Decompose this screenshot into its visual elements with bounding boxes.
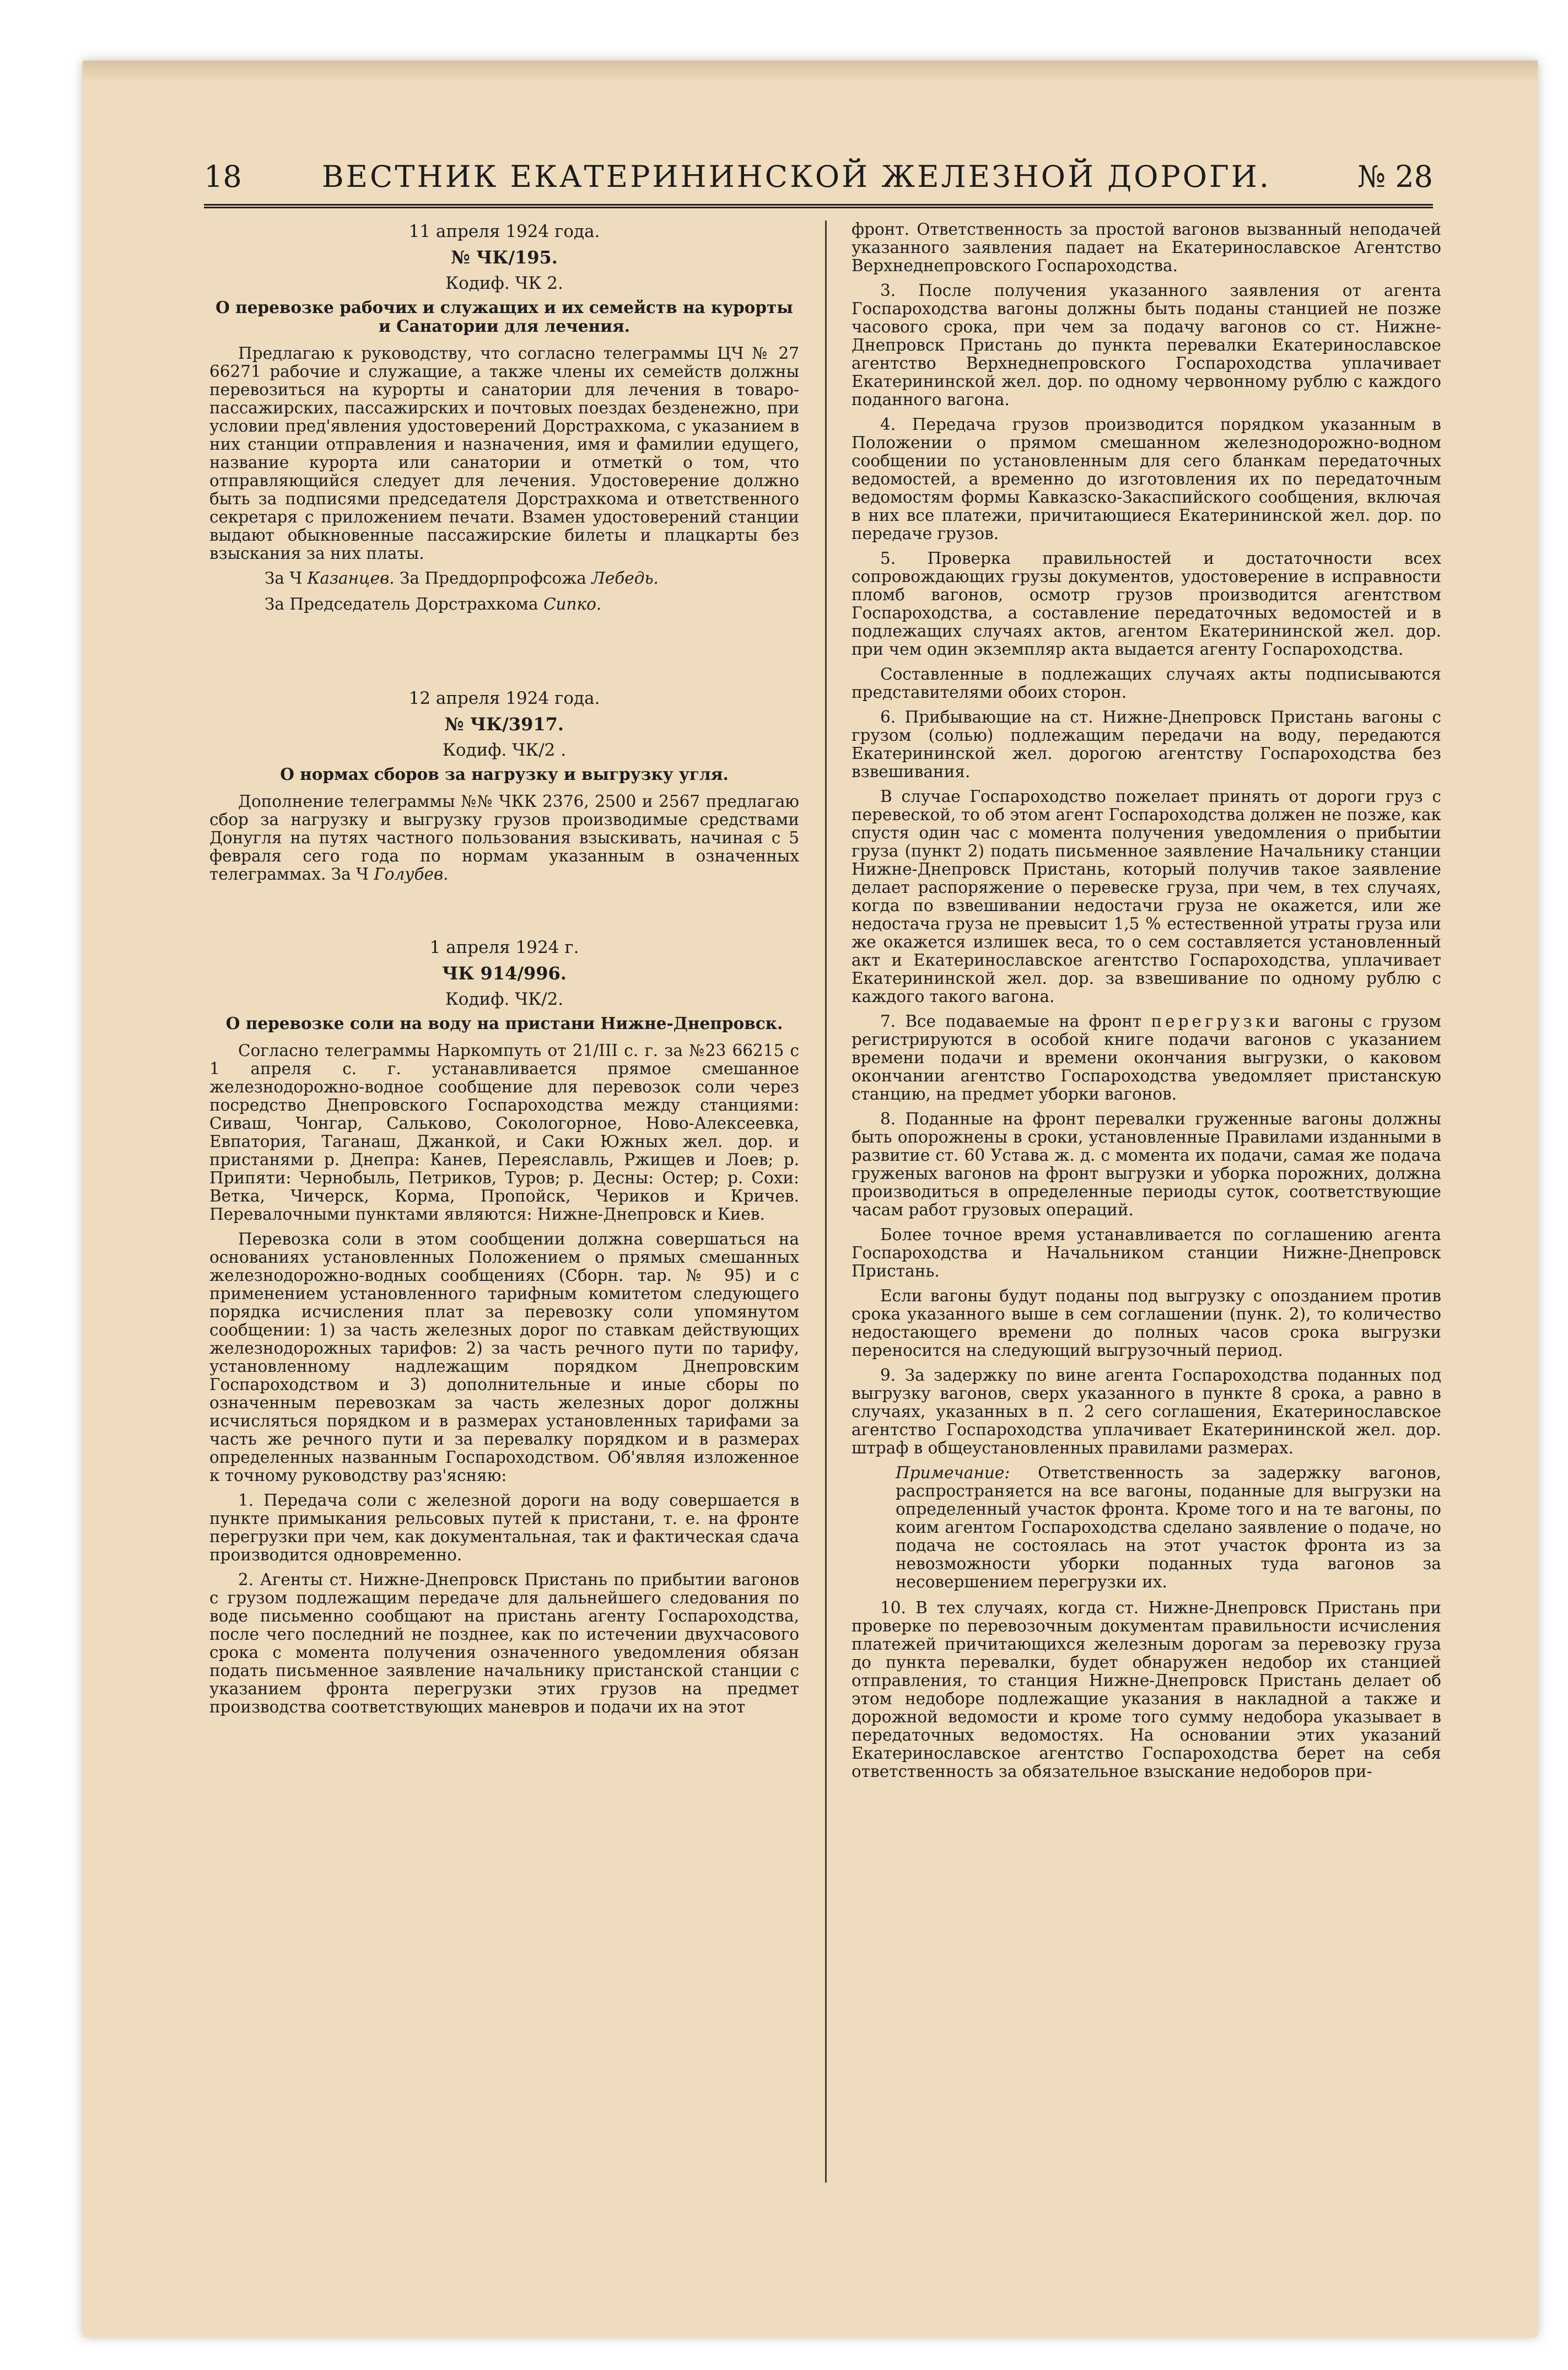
left-column [209,220,799,2227]
order-3-paragraph-4: 2. Агенты ст. Нижне-Днепровск Пристань по прибытии вагонов с грузом подлежащим передаче для дальнейшего следования по воде письменно сообщают на пристань агенту Госпароходства, после чего последний не позднее, как по истечении двухчасового срока с момента получения означенного уведомления обязан подать письменное заявление начальнику пристанской станции с указанием фронта перегрузки этих грузов на предмет производства соответствующих маневров и подачи их на этот [209,1570,799,1716]
order-1-text: Предлагаю к руководству, что согласно телеграммы ЦЧ № 27 66271 рабочие и служащие, а также члены их семейств должны перевозиться на курорты и санатории для лечения в товаро-пассажирских, пассажирских и почтовых поездах безденежно, при условии пред'явления удостоверений Дорстрахкома, с указанием в них станции отправления и назначения, имя и фамилии едущего, название курорта или санатории и отметкй о том, что отправляющийся следует для лечения. Удостоверение должно быть за подписями председателя Дорстрахкома и ответственного секретаря с приложением печати. Взамен удостоверений станции выдают обыкновенные пассажирские билеты и плацкарты без взыскания за них платы. [209,344,799,563]
spacer [209,887,799,936]
paragraph-4: 4. Передача грузов производится порядком указанным в Положении о прямом смешанном железнодорожно-водном сообщении по установленным для сего бланкам передаточных ведомостей, а временно до изготовления их по передаточным ведомостям формы Кавказско-Закаспийского сообщения, включая в них все платежи, причитающиеся Екатерининской жел. дор. по передаче грузов. [852,415,1441,543]
sig-label: За Ч [265,569,308,588]
newspaper-title: ВЕСТНИК ЕКАТЕРИНИНСКОЙ ЖЕЛЕЗНОЙ ДОРОГИ. [321,159,1271,194]
order-1-signature-1 [209,569,799,588]
paragraph-8-delay: Если вагоны будут поданы под выгрузку с опозданием против срока указанного выше в сем соглашении (пунк. 2), то количество недостающего времени до полных часов срока выгрузки переносится на следующий выгрузочный период. [852,1286,1441,1360]
paragraph-10: 10. В тех случаях, когда ст. Нижне-Днепровск Пристань при проверке по перевозочным документам правильности исчисления платежей причитающихся железным дорогам за перевозку груза до пункта перевалки, будет обнаружен недобор их станцией отправления, то станция Нижне-Днепровск Пристань делает об этом недоборе подлежащие указания в накладной а также и дорожной ведомости и кроме того сумму недобора указывает в передаточных ведомостях. На основании этих указаний Екатеринославское агентство Госпароходства берет на себя ответственность за обязательное взыскание недоборов при- [852,1598,1441,1781]
sig-name: Сипко. [543,595,602,613]
sig-label: За Председатель Дорстрахкома [265,595,543,613]
paragraph-8-time: Более точное время устанавливается по соглашению агента Госпароходства и Начальником станции Нижне-Днепровск Пристань. [852,1225,1441,1280]
paragraph-6-weighing: В случае Госпароходство пожелает принять от дороги груз с перевеской, то об этом агент Госпароходства должен не позже, как спустя один час с момента получения уведомления о прибытии груза (пункт 2) подать письменное заявление Начальнику станции Нижне-Днепровск Пристань, который получив такое заявление делает распоряжение о перевеске груза, при чем, в тех случаях, когда по взвешивании недостачи груза не окажется, или же недостача груза не превысит 1,5 % естественной утраты груза или же окажется излишек веса, то о сем составляется установленный акт и Екатеринославское агентство Госпароходства, уплачивает Екатерининской жел. дор. за взвешивание по одному рублю с каждого такого вагона. [852,787,1441,1006]
order-3-number: ЧК 914/996. [442,963,567,984]
order-1-kodif: Кодиф. ЧК 2. [445,273,563,293]
paragraph-continuation: фронт. Ответственность за простой вагонов вызванный неподачей указанного заявления падает на Екатеринославское Агентство Верхнеднепровского Госпароходства. [852,220,1441,275]
note [896,1464,1441,1591]
sig-name: Лебедь. [591,569,659,588]
order-3-date: 1 апреля 1924 г. [429,938,579,957]
order-1-date: 11 апреля 1924 года. [408,222,600,241]
order-2-body: Дополнение телеграммы №№ ЧКК 2376, 2500 и 2567 предлагаю сбор за нагрузку и выгрузку грузов производимые средствами Донугля на путях частного пользования взыскивать, начиная с 5 февраля сего года по нормам указанным в означенных телеграммах. За Ч [209,792,799,884]
spacer [209,621,799,687]
paragraph-3: 3. После получения указанного заявления от агента Госпароходства вагоны должны быть поданы станцией не позже часового срока, при чем за подачу вагонов со ст. Нижне-Днепровск Пристань до пункта перевалки Екатеринославское агентство Верхнеднепровского Госпароходства уплачивает Екатерининской жел. дор. по одному червонному рублю с каждого поданного вагона. [852,281,1441,409]
paragraph-5-note: Составленные в подлежащих случаях акты подписываются представителями обоих сторон. [852,665,1441,702]
order-3-paragraph-1: Согласно телеграммы Наркомпуть от 21/III с. г. за №23 66215 с 1 апреля с. г. устанавливается прямое смешанное железнодорожно-водное сообщение для перевозок соли через посредство Днепровского Госпароходства между станциями: Сиваш, Чонгар, Сальково, Сокологорное, Ново-Алексеевка, Евпатория, Таганаш, Джанкой, и Саки Южных жел. дор. и пристанями р. Днепра: Канев, Переяславль, Ржищев и Лоев; р. Припяти: Чернобыль, Петриков, Туров; р. Десны: Остер; р. Сохи: Ветка, Чичерск, Корма, Пропойск, Чериков и Кричев. Перевалочными пунктами являются: Нижне-Днепровск и Киев. [209,1041,799,1224]
p7-start: 7. Все подаваемые на фронт [880,1012,1151,1031]
order-1-title: О перевозке рабочих и служащих и их семейств на курорты и Санатории для лечения. [215,298,793,336]
right-column [852,220,1441,2227]
sig-name: Голубев. [374,865,449,884]
order-3-kodif: Кодиф. ЧК/2. [445,989,564,1009]
sig-name: Казанцев. [307,569,395,588]
sig-label: За Преддорпрофсожа [394,569,592,588]
column-divider [825,220,827,2183]
paragraph-8: 8. Поданные на фронт перевалки груженные вагоны должны быть опорожнены в сроки, установленные Правилами изданными в развитие ст. 60 Устава ж. д. с момента их подачи, самая же подача груженых вагонов на фронт выгрузки и уборка порожних, должна производиться в определенные периоды суток, соответствующие часам работ грузовых операций. [852,1109,1441,1219]
order-2-number: № ЧК/3917. [444,714,564,735]
order-3-paragraph-2: Перевозка соли в этом сообщении должна совершаться на основаниях установленных Положением о прямых смешанных железнодорожно-водных сообщениях (Сборн. тар. № 95) и с применением установленного тарифным комитетом следующего порядка исчисления плат за перевозку соли упомянутом сообщении: 1) за часть железных дорог по ставкам действующих железнодорожных тарифов: 2) за часть речного пути по тарифу, установленному надлежащим порядком Днепровским Госпароходством и 3) дополнительные и иные сборы по означенным перевозкам за часть железных дорог должны исчисляться порядком и в размерах установленных тарифами за часть же речного пути и за перевалку порядком и в размерах определенных названным Госпароходством. Об'являя изложенное к точному руководству раз'ясняю: [209,1230,799,1485]
order-1-signature-2 [209,595,799,613]
page-number: 18 [204,159,242,194]
issue-number: № 28 [1357,159,1433,194]
order-2-date: 12 апреля 1924 года. [408,688,600,708]
order-3-paragraph-3: 1. Передача соли с железной дороги на воду совершается в пункте примыкания рельсовых путей к пристани, т. е. на фронте перегрузки при чем, как документальная, так и фактическая сдача производится одновременно. [209,1491,799,1564]
p7-spaced-word: перегрузки [1151,1012,1283,1031]
p7-end: вагоны с грузом регистрируются в особой книге подачи вагонов с указанием времени подачи и времени окончания выгрузки, о каковом окончании агентство Госпароходства уведомляет пристанскую станцию, на предмет уборки вагонов. [852,1012,1441,1103]
note-label: Примечание: [896,1463,1010,1482]
paragraph-6: 6. Прибывающие на ст. Нижне-Днепровск Пристань вагоны с грузом (солью) подлежащим передачи на воду, передаются Екатерининской жел. дорогою агентству Госпароходства без взвешивания. [852,708,1441,781]
order-3-title: О перевозке соли на воду на пристани Нижне-Днепровск. [225,1014,783,1033]
order-2-kodif: Кодиф. ЧК/2 . [442,740,567,760]
order-2-text [209,793,799,884]
order-2-title: О нормах сборов за нагрузку и выгрузку угля. [280,764,729,784]
paragraph-9: 9. За задержку по вине агента Госпароходства поданных под выгрузку вагонов, сверх указанного в пункте 8 срока, а равно в случаях, указанных в п. 2 сего соглашения, Екатеринославское агентство Госпароходства уплачивает Екатерининской жел. дор. штраф в общеустановленных правилами размерах. [852,1366,1441,1457]
paragraph-7 [852,1012,1441,1103]
note-text: Ответственность за задержку вагонов, распространяется на все вагоны, поданные для выгрузки на определенный участок фронта. Кроме того и на те вагоны, по коим агентом Госпароходства сделано заявление о подаче, но подача не состоялась на этот участок фронта из за невозможности уборки поданных туда вагонов за несовершением перегрузки их. [896,1463,1441,1591]
paragraph-5: 5. Проверка правильностей и достаточности всех сопровождающих грузы документов, удостоверение в исправности пломб вагонов, осмотр грузов производится агентством Госпароходства, а составление передаточных ведомостей и в подлежащих случаях актов, агентом Екатерининской жел. дор. при чем один экземпляр акта выдается агенту Госпароходства. [852,549,1441,659]
page-header [204,127,1433,208]
order-1-number: № ЧК/195. [451,247,558,268]
